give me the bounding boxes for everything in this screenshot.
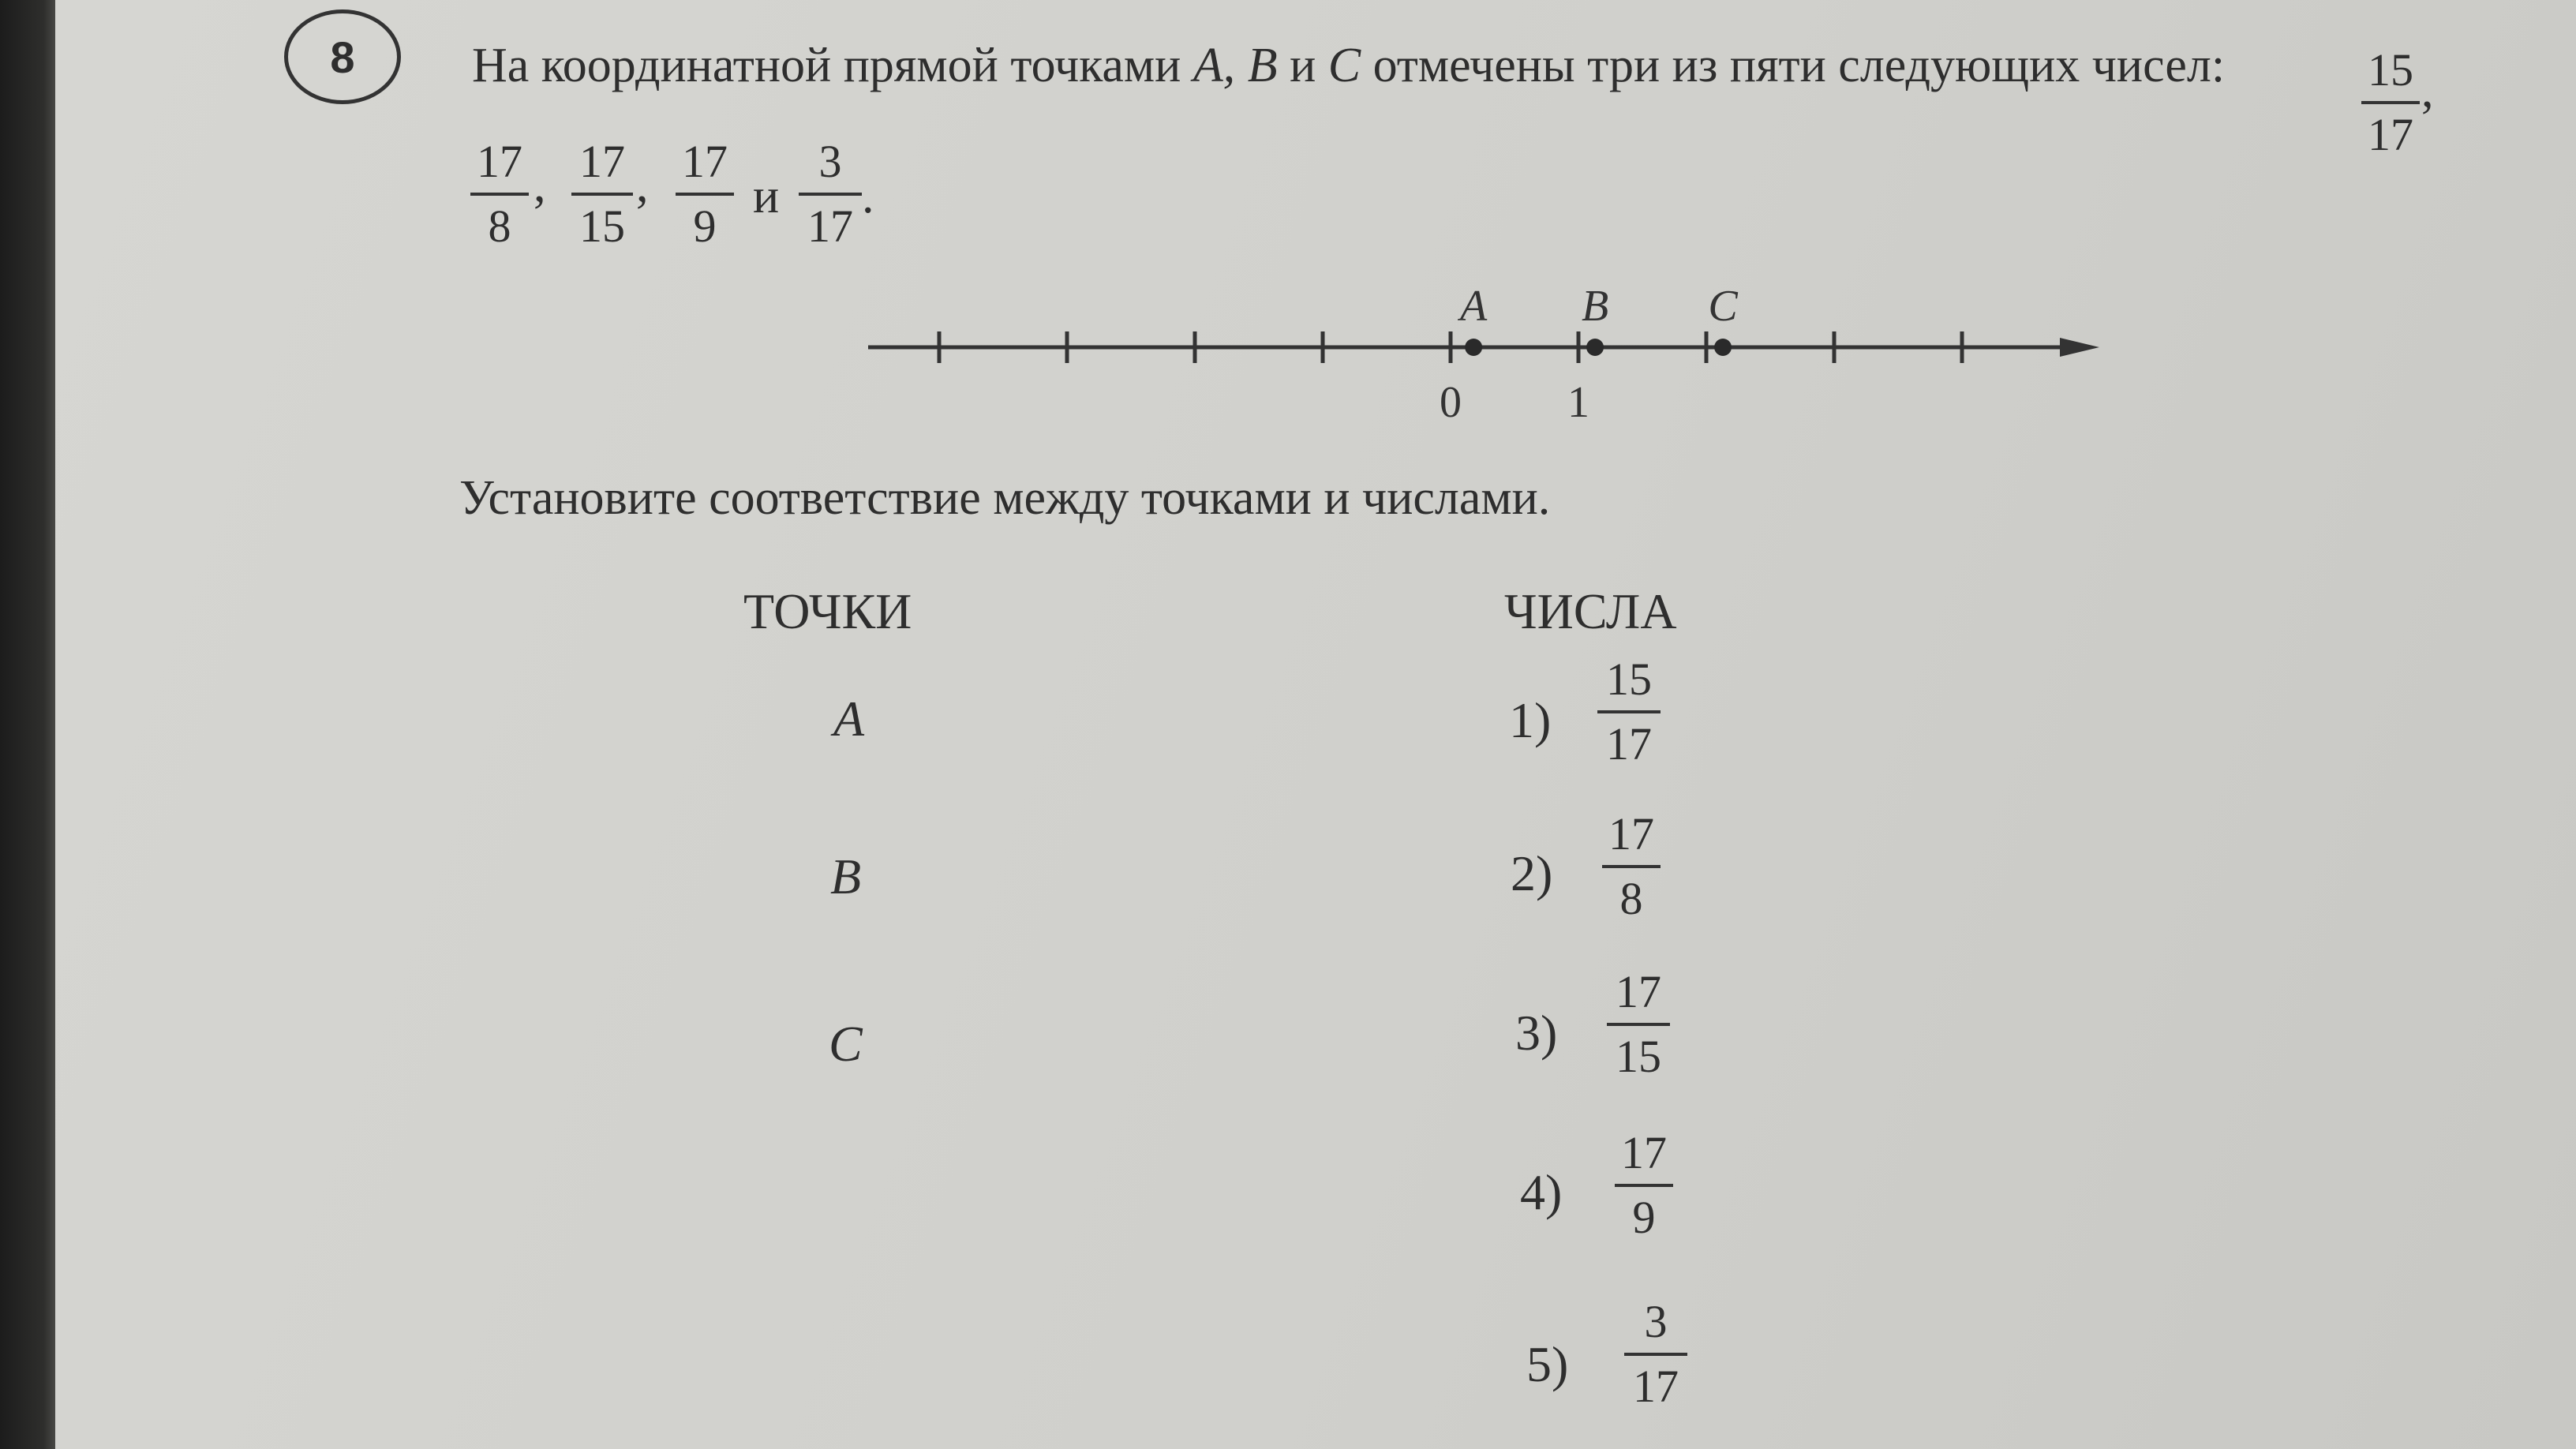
instruction-text: Установите соответствие между точками и числами. <box>459 471 1551 525</box>
question-tail: отмечены три из пяти следующих чисел: <box>1372 39 2226 92</box>
number-line-label-a: A <box>1460 282 1488 331</box>
question-point-b: B <box>1247 39 1278 92</box>
and-word: и <box>753 170 780 223</box>
tick-label-0: 0 <box>1440 378 1462 427</box>
inline-fraction: 15 17 <box>2361 47 2420 158</box>
option-index: 3) <box>1515 1005 1558 1061</box>
point-label-c: C <box>829 1016 863 1072</box>
option-fraction: 17 8 <box>1602 811 1661 922</box>
tick-label-1: 1 <box>1567 378 1589 427</box>
number-line-point-b <box>1586 339 1604 356</box>
inline-fraction: 17 9 <box>676 139 734 249</box>
number-line-label-b: B <box>1581 282 1609 331</box>
inline-fraction: 17 8 <box>470 139 529 249</box>
point-label-b: B <box>830 848 862 904</box>
question-point-a: A, <box>1193 39 1236 92</box>
option-fraction: 15 17 <box>1597 657 1661 767</box>
option-fraction: 17 15 <box>1607 969 1670 1080</box>
comma: , <box>534 159 546 212</box>
question-point-c: C <box>1327 39 1361 92</box>
comma: , <box>2421 64 2434 118</box>
inline-fraction: 3 17 <box>799 139 862 249</box>
inline-fraction: 17 15 <box>571 139 633 249</box>
option-fraction: 17 9 <box>1615 1130 1673 1241</box>
option-index: 2) <box>1511 845 1553 901</box>
point-label-a: A <box>833 691 865 747</box>
number-line-label-c: C <box>1708 282 1738 331</box>
number-line-arrow <box>2060 338 2099 357</box>
option-index: 5) <box>1526 1336 1569 1392</box>
points-header: ТОЧКИ <box>743 583 912 639</box>
period: . <box>862 170 874 223</box>
question-main: На координатной прямой точками <box>472 39 1181 92</box>
option-fraction: 3 17 <box>1624 1299 1687 1410</box>
question-and: и <box>1290 39 1316 92</box>
task-number: 8 <box>330 32 355 82</box>
number-line-point-a <box>1465 339 1482 356</box>
numbers-header: ЧИСЛА <box>1504 583 1677 639</box>
option-index: 1) <box>1509 692 1552 748</box>
comma: , <box>636 159 649 212</box>
number-line-point-c <box>1714 339 1732 356</box>
number-line <box>0 0 2576 442</box>
option-index: 4) <box>1520 1164 1563 1220</box>
